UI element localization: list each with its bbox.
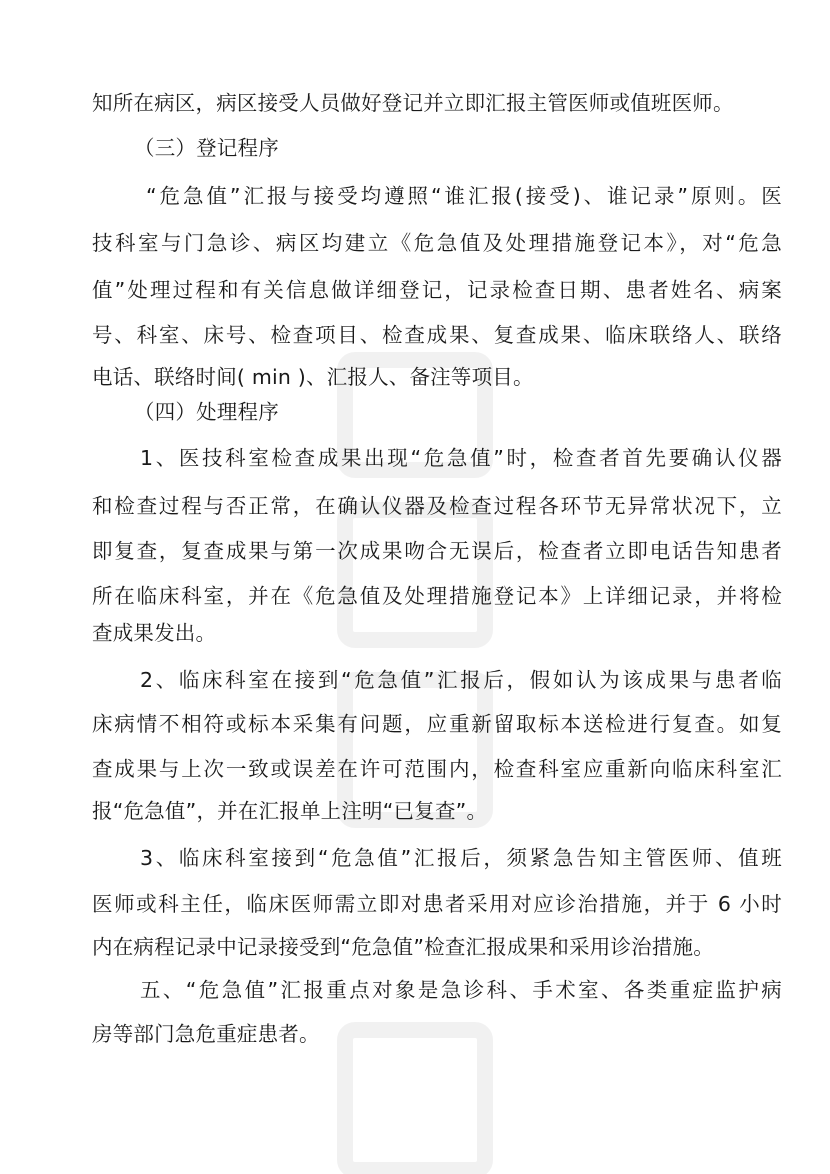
paragraph-line: 查成果发出。 xyxy=(92,621,217,645)
paragraph-line: 房等部门急危重症患者。 xyxy=(92,1022,320,1046)
paragraph-line: 医师或科主任，临床医师需立即对患者采用对应诊治措施，并于 6 小时 xyxy=(92,892,782,916)
paragraph-line: 所在临床科室，并在《危急值及处理措施登记本》上详细记录，并将检 xyxy=(92,584,782,608)
paragraph-line: 3、临床科室接到“危急值”汇报后，须紧急告知主管医师、值班 xyxy=(140,846,782,870)
paragraph-line: 内在病程记录中记录接受到“危急值”检查汇报成果和采用诊治措施。 xyxy=(92,935,714,959)
section-heading: （三）登记程序 xyxy=(134,136,279,160)
paragraph-line: 值”处理过程和有关信息做详细登记，记录检查日期、患者姓名、病案 xyxy=(92,278,782,302)
paragraph-line: 知所在病区，病区接受人员做好登记并立即汇报主管医师或值班医师。 xyxy=(92,91,734,115)
paragraph-line: 和检查过程与否正常，在确认仪器及检查过程各环节无异常状况下，立 xyxy=(92,494,782,518)
paragraph-line: 五、“危急值”汇报重点对象是急诊科、手术室、各类重症监护病 xyxy=(140,978,782,1002)
watermark-icon xyxy=(330,1010,500,1174)
paragraph-line: 号、科室、床号、检查项目、检查成果、复查成果、临床联络人、联络 xyxy=(92,323,782,347)
section-heading: （四）处理程序 xyxy=(134,400,279,424)
paragraph-line: 2、临床科室在接到“危急值”汇报后，假如认为该成果与患者临 xyxy=(140,668,782,692)
paragraph-line: “危急值”汇报与接受均遵照“谁汇报(接受)、谁记录”原则。医 xyxy=(146,184,782,208)
paragraph-line: 查成果与上次一致或误差在许可范围内，检查科室应重新向临床科室汇 xyxy=(92,757,782,781)
paragraph-line: 电话、联络时间( min )、汇报人、备注等项目。 xyxy=(92,365,534,389)
paragraph-line: 即复查，复查成果与第一次成果吻合无误后，检查者立即电话告知患者 xyxy=(92,539,782,563)
paragraph-line: 1、医技科室检查成果出现“危急值”时，检查者首先要确认仪器 xyxy=(140,446,782,470)
paragraph-line: 技科室与门急诊、病区均建立《危急值及处理措施登记本》，对“危急 xyxy=(92,231,782,255)
paragraph-line: 报“危急值”，并在汇报单上注明“已复查”。 xyxy=(92,799,488,823)
paragraph-line: 床病情不相符或标本采集有问题，应重新留取标本送检进行复查。如复 xyxy=(92,712,782,736)
